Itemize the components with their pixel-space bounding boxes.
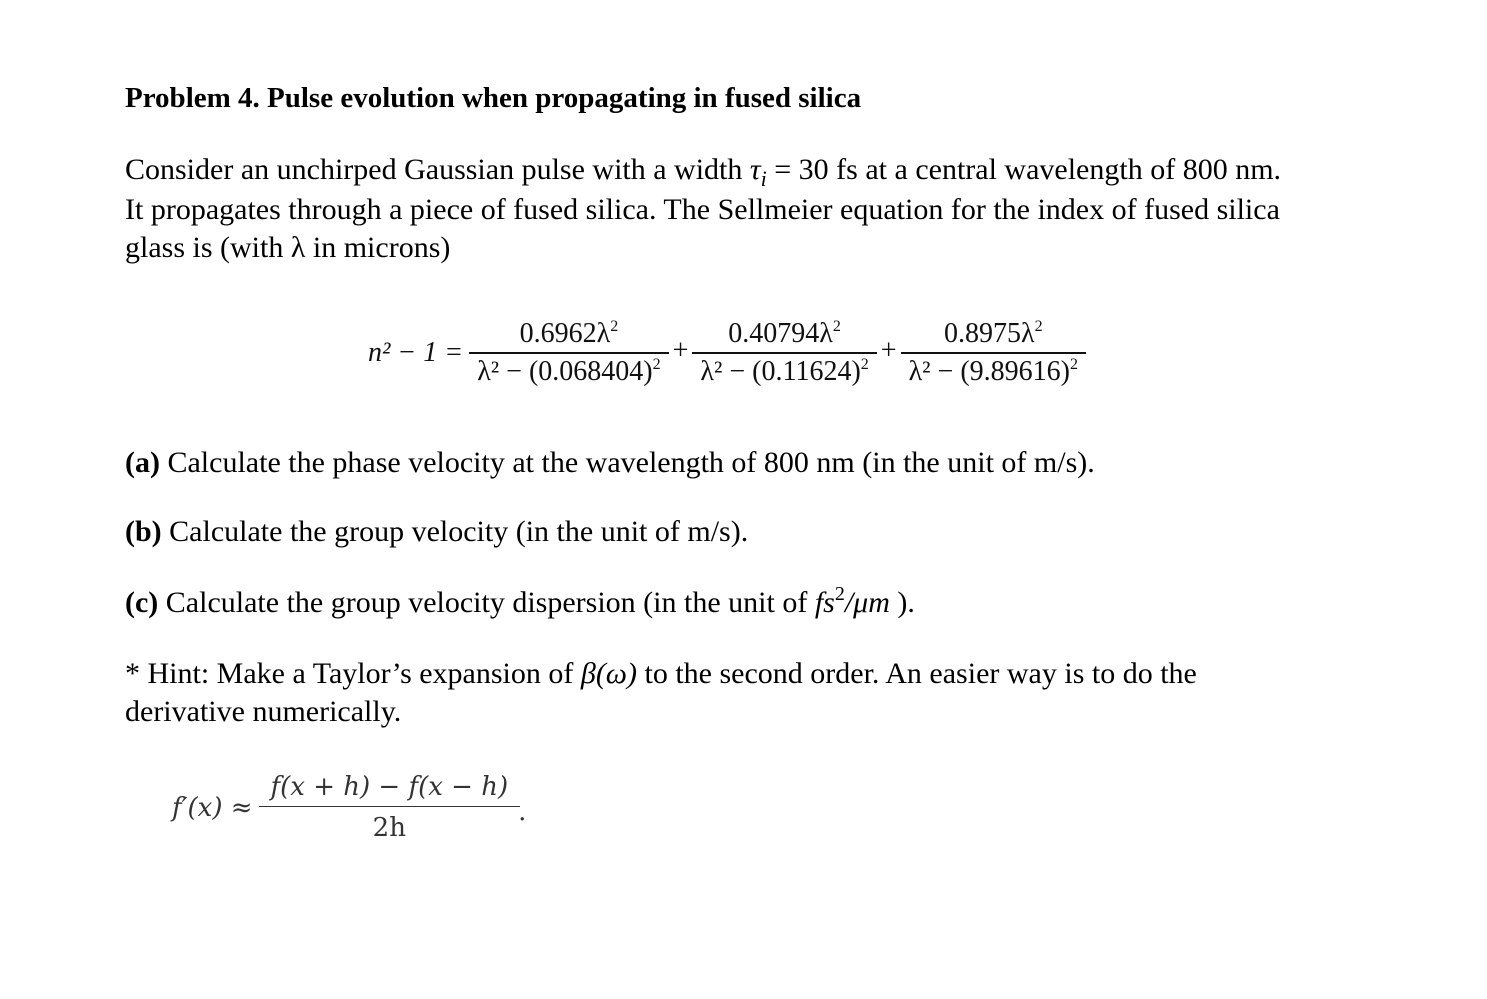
hint-line-2: derivative numerically. — [125, 695, 402, 728]
hint-line-1: * Hint: Make a Taylor’s expansion of β(ω) to the second order. An easier way is to do the — [125, 657, 1197, 690]
derivative-denominator: 2h — [372, 813, 406, 843]
intro-line-2: It propagates through a piece of fused silica. The Sellmeier equation for the index of fused silica — [125, 193, 1280, 226]
part-c: (c) Calculate the group velocity dispersion (in the unit of $fs^2/\mu m$ ). — [125, 583, 915, 619]
part-a: (a) Calculate the phase velocity at the wavelength of 800 nm (in the unit of m/s). — [125, 446, 1095, 479]
sellmeier-lhs: n² − 1 = — [368, 337, 464, 368]
sellmeier-equation — [368, 318, 1086, 388]
plus-sign: + — [880, 335, 897, 366]
derivative-fraction — [265, 772, 515, 843]
problem-intro — [125, 151, 1281, 267]
plus-sign: + — [672, 335, 689, 366]
problem-title: Problem 4. Pulse evolution when propagating in fused silica — [125, 82, 862, 114]
sellmeier-term-1: $\frac{0.6962\lambda^2}{\lambda^2 - (0.068404)^2}$ — [473, 318, 664, 388]
derivative-formula — [172, 772, 526, 843]
derivative-numerator: f(x + h) − f(x − h) — [259, 772, 521, 807]
derivative-period: . — [518, 796, 527, 827]
derivative-lhs: f′(x) ≈ — [172, 792, 253, 823]
part-b: (b) Calculate the group velocity (in the unit of m/s). — [125, 515, 749, 548]
intro-line-3: glass is (with λ in microns) — [125, 231, 451, 264]
sellmeier-term-2: $\frac{0.40794\lambda^2}{\lambda^2 - (0.11624)^2}$ — [696, 318, 872, 388]
sellmeier-term-3: $\frac{0.8975\lambda^2}{\lambda^2 - (9.89616)^2}$ — [905, 318, 1082, 388]
intro-line-1: Consider an unchirped Gaussian pulse with a width $\tau_i = 30$ fs at a central wavelength of 800 nm. — [125, 153, 1282, 191]
